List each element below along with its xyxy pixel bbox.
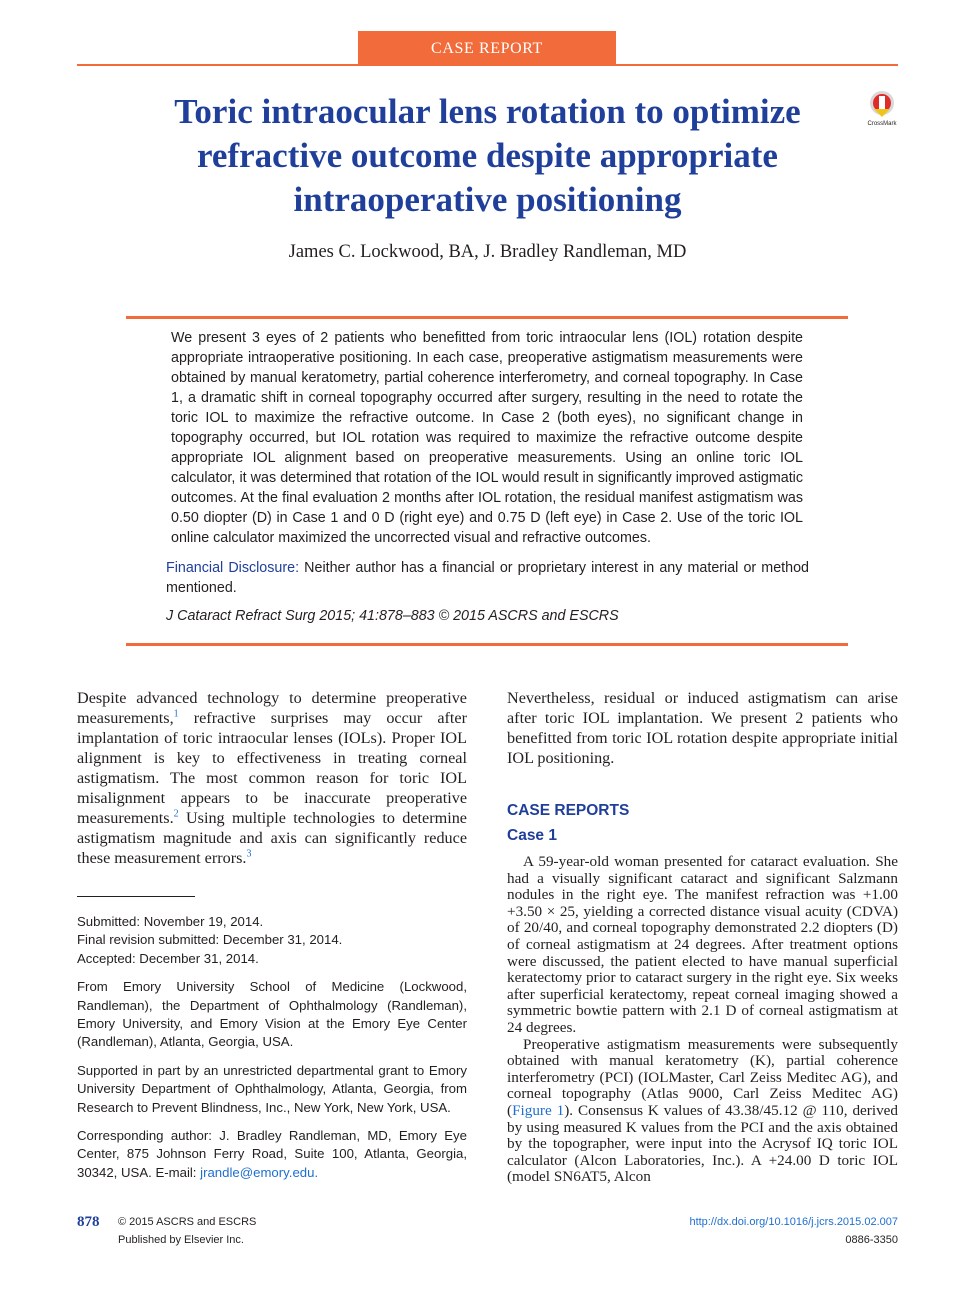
figure-1-link[interactable]: Figure 1 <box>512 1101 565 1119</box>
affiliation-note: From Emory University School of Medicine (Lockwood, Randleman), the Department of Ophthalmology (Randleman), Emory University, and Emory Vision at the Emory Eye Center (Randleman), Atlanta, Georgia, USA. <box>77 979 467 1050</box>
footnote-rule <box>77 896 195 897</box>
case-1-body <box>507 854 898 1186</box>
accepted-date: Accepted: December 31, 2014. <box>77 950 259 966</box>
funding-note: Supported in part by an unrestricted departmental grant to Emory University Department of Ophthalmology, Atlanta, Georgia, from Research to Prevent Blindness, Inc., New York, New York, USA. <box>77 1062 467 1115</box>
journal-citation: J Cataract Refract Surg 2015; 41:878–883 © 2015 ASCRS and ESCRS <box>166 608 619 624</box>
disclosure-text: Neither author has a financial or proprietary interest in any material or method mentioned. <box>166 560 809 596</box>
case-1-p2-text-b: ). Consensus K values of 43.38/45.12 @ 110, derived by using measured K values from the PCI and the axis obtained by the topographer, were input into the Acrysof IQ toric IOL calculator (Alcon Laboratories, Inc.). A +24.00 D toric IOL (model SN6AT5, Alcon <box>507 1101 898 1186</box>
abstract-bottom-rule <box>126 643 848 646</box>
page-number: 878 <box>77 1214 100 1230</box>
corresponding-text: Corresponding author: J. Bradley Randleman, MD, Emory Eye Center, 875 Johnson Ferry Road, Suite 100, Atlanta, Georgia, 30342, USA. E-mail: <box>77 1128 467 1180</box>
author-email-link[interactable]: jrandle@emory.edu. <box>200 1164 319 1180</box>
issn-number: 0886-3350 <box>845 1234 898 1246</box>
abstract-text: We present 3 eyes of 2 patients who benefitted from toric intraocular lens (IOL) rotation despite appropriate intraoperative positioning. In each case, preoperative astigmatism measurements were obtained by manual keratometry, partial coherence interferometry, and corneal topography. In Case 1, a dramatic shift in corneal topography occurred after surgery, resulting in the need to rotate the toric IOL to maximize the refractive outcome. In Case 2 (both eyes), no significant change in topography occurred, but IOL rotation was required to maximize the refractive outcome despite appropriate IOL alignment based on preoperative measurements. Using an online toric IOL calculator, it was determined that rotation of the IOL would result in significantly improved astigmatic outcomes. At the final evaluation 2 months after IOL rotation, the residual manifest astigmatism was 0.50 diopter (D) in Case 1 and 0 D (right eye) and 0.75 D (left eye) in Case 2. Use of the toric IOL online calculator maximized the uncorrected visual and refractive outcomes. <box>171 330 803 546</box>
final-revision-date: Final revision submitted: December 31, 2014. <box>77 932 343 948</box>
case-1-paragraph-2 <box>507 1037 898 1186</box>
introduction-paragraph <box>77 688 467 868</box>
author-list: James C. Lockwood, BA, J. Bradley Randleman, MD <box>288 242 687 262</box>
financial-disclosure <box>166 558 809 598</box>
abstract-top-rule <box>126 316 848 319</box>
reference-3[interactable]: 3 <box>246 848 252 860</box>
crossmark-icon <box>862 88 902 128</box>
article-type-banner: CASE REPORT <box>358 31 616 66</box>
case-1-p2-text-a: Preoperative astigmatism measurements were subsequently obtained with manual keratometry (K), partial coherence interferometry (PCI) (IOLMaster, Carl Zeiss Meditec AG), and corneal topography (Atlas 9000, Carl Zeiss Meditec AG) ( <box>507 1035 898 1119</box>
intro-continuation: Nevertheless, residual or induced astigmatism can arise after toric IOL implantation. We present 2 patients who benefitted from toric IOL rotation despite appropriate initial IOL positioning. <box>507 689 898 767</box>
reference-2[interactable]: 2 <box>173 808 179 820</box>
doi-link[interactable]: http://dx.doi.org/10.1016/j.jcrs.2015.02.007 <box>689 1216 898 1228</box>
article-title: Toric intraocular lens rotation to optimize refractive outcome despite appropriate intraoperative positioning <box>174 92 801 219</box>
submitted-date: Submitted: November 19, 2014. <box>77 914 264 929</box>
footer-copyright: © 2015 ASCRS and ESCRS <box>118 1216 257 1228</box>
intro-text-part-3: Using multiple technologies to determine astigmatism magnitude and axis can significantly reduce these measurement errors. <box>77 809 467 867</box>
corresponding-author-note <box>77 1127 467 1182</box>
subheading-case-1: Case 1 <box>507 827 557 844</box>
footnotes <box>77 913 467 1192</box>
reference-1[interactable]: 1 <box>173 708 179 720</box>
disclosure-label: Financial Disclosure: <box>166 560 300 576</box>
crossmark-badge[interactable] <box>862 88 902 128</box>
intro-text-part-2: refractive surprises may occur after implantation of toric intraocular lenses (IOLs). Proper IOL alignment is key to effectiveness in treating corneal astigmatism. The most common reason for toric IOL misalignment appears to be inaccurate preoperative measurements. <box>77 709 467 827</box>
case-1-paragraph-1: A 59-year-old woman presented for cataract evaluation. She had a visually significant cataract and significant Salzmann nodules in the right eye. The manifest refraction was +1.00 +3.50 × 25, yielding a corrected distance visual acuity (CDVA) of 20/40, and corneal topography demonstrated 2.2 diopters (D) of corneal astigmatism at 24 degrees. After treatment options were discussed, the patient elected to have manual superficial keratectomy prior to cataract surgery in the right eye. Six weeks after superficial keratectomy, repeat corneal imaging showed a symmetric bowtie pattern with 2.1 D of corneal astigmatism at 24 degrees. <box>507 853 898 1036</box>
section-heading-case-reports: CASE REPORTS <box>507 802 630 819</box>
intro-text-part-1: Despite advanced technology to determine preoperative measurements, <box>77 689 467 727</box>
crossmark-label: CrossMark <box>867 121 897 127</box>
footer-publisher: Published by Elsevier Inc. <box>118 1234 244 1246</box>
